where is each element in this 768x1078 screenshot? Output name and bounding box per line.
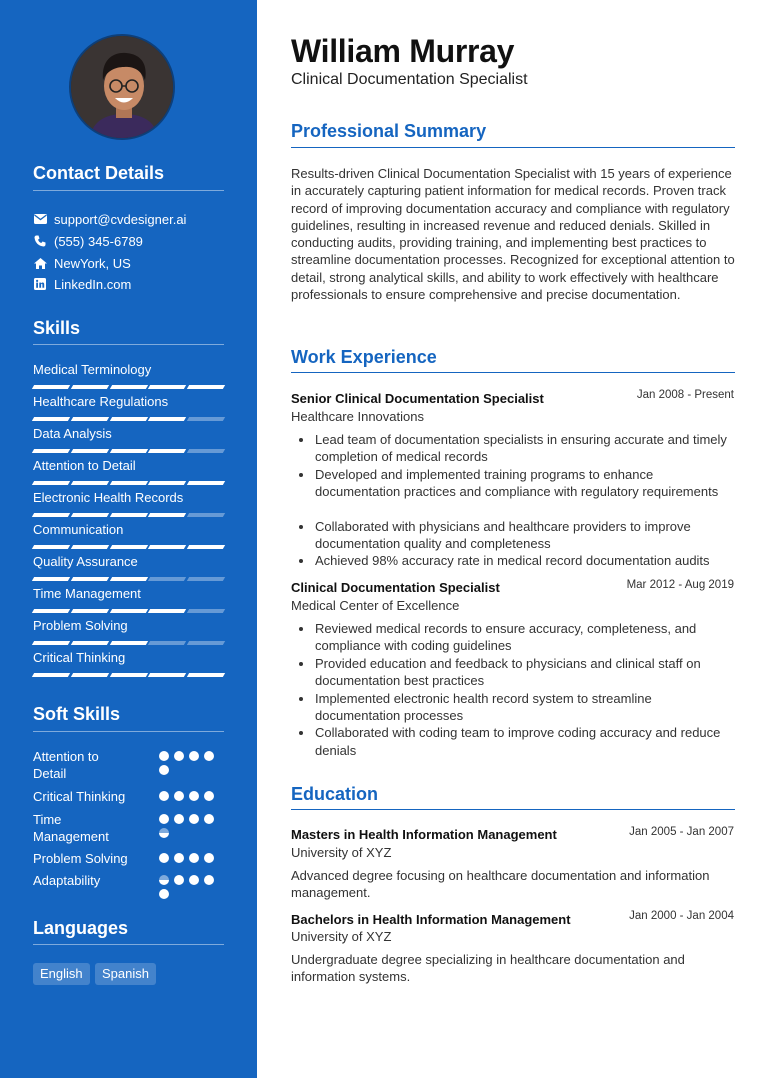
list-item: Collaborated with coding team to improve coding accuracy and reduce denials (315, 724, 739, 759)
skill-item (33, 490, 224, 517)
rating-dot (174, 791, 184, 801)
rating-dots (159, 751, 219, 775)
skill-level-segment (148, 417, 186, 421)
work-heading: Work Experience (291, 347, 437, 367)
skill-level-segment (187, 673, 225, 677)
divider (33, 944, 224, 945)
skill-level-segment (71, 449, 109, 453)
job-company: Medical Center of Excellence (291, 598, 460, 613)
skill-level-segment (71, 577, 109, 581)
soft-skill-name: Adaptability (33, 873, 101, 888)
divider (33, 190, 224, 191)
rating-dot (189, 791, 199, 801)
skill-item (33, 394, 224, 421)
rating-dot (189, 751, 199, 761)
rating-dot (174, 853, 184, 863)
rating-dot (174, 875, 184, 885)
rating-dot (204, 791, 214, 801)
skill-level-bar (33, 641, 224, 645)
skill-name: Attention to Detail (33, 458, 136, 473)
soft-skill-name: Critical Thinking (33, 789, 126, 804)
skill-level-segment (109, 449, 147, 453)
skill-level-segment (187, 417, 225, 421)
skill-level-segment (71, 609, 109, 613)
rating-dot (189, 853, 199, 863)
skill-level-segment (109, 609, 147, 613)
skill-level-segment (109, 417, 147, 421)
degree-title: Masters in Health Information Management (291, 827, 557, 842)
skill-level-segment (109, 481, 147, 485)
skill-level-segment (71, 385, 109, 389)
divider (33, 344, 224, 345)
skill-level-segment (148, 577, 186, 581)
skill-level-bar (33, 513, 224, 517)
contact-phone-text: (555) 345-6789 (54, 233, 143, 249)
skill-item (33, 554, 224, 581)
list-item: Collaborated with physicians and healthcare providers to improve documentation quality and completeness (315, 518, 739, 553)
contact-linkedin-text: LinkedIn.com (54, 276, 132, 292)
job-dates: Jan 2008 - Present (636, 389, 734, 401)
divider (291, 809, 735, 810)
skill-level-segment (109, 545, 147, 549)
rating-dots (159, 814, 219, 838)
candidate-name: William Murray (291, 33, 515, 69)
rating-dot (174, 751, 184, 761)
skill-item (33, 426, 224, 453)
skill-name: Time Management (33, 586, 141, 601)
skill-name: Quality Assurance (33, 554, 138, 569)
rating-dot (159, 765, 169, 775)
skill-name: Data Analysis (33, 426, 112, 441)
contact-phone[interactable] (33, 232, 143, 250)
degree-title: Bachelors in Health Information Management (291, 912, 571, 927)
skill-name: Communication (33, 522, 124, 537)
skill-level-segment (109, 385, 147, 389)
summary-text: Results-driven Clinical Documentation Specialist with 15 years of experience in accurately capturing patient information for medical records. Proven track record of improving documentation accuracy and compliance with regulatory guidelines, resulting in increased revenue and reduced denials. Skilled in conducting audits, providing training, and implementing best practices to streamline documentation processes. Recognized for exceptional attention to detail, strong analytical skills, and ability to work effectively with healthcare professionals to ensure comprehensive and precise documentation. (291, 166, 735, 303)
skill-name: Medical Terminology (33, 362, 152, 377)
skill-level-segment (187, 481, 225, 485)
skill-name: Problem Solving (33, 618, 128, 633)
languages-heading: Languages (33, 918, 129, 938)
skill-level-segment (148, 609, 186, 613)
envelope-icon (33, 212, 47, 226)
skill-level-segment (148, 449, 186, 453)
language-tag: Spanish (95, 963, 156, 985)
skill-level-segment (187, 545, 225, 549)
divider (291, 147, 735, 148)
education-heading: Education (291, 784, 379, 804)
linkedin-icon (33, 277, 47, 291)
skill-level-segment (32, 609, 70, 613)
skill-level-bar (33, 481, 224, 485)
degree-dates: Jan 2005 - Jan 2007 (629, 826, 734, 838)
degree-dates: Jan 2000 - Jan 2004 (629, 910, 734, 922)
skill-level-bar (33, 449, 224, 453)
soft-skills-heading: Soft Skills (33, 704, 121, 724)
rating-dot (204, 853, 214, 863)
list-item: Provided education and feedback to physicians and clinical staff on documentation best practices (315, 655, 739, 690)
skill-level-segment (187, 385, 225, 389)
skill-level-segment (187, 609, 225, 613)
degree-description: Undergraduate degree specializing in healthcare documentation and information systems. (291, 952, 685, 985)
rating-dot (159, 828, 169, 838)
skill-item (33, 650, 224, 677)
soft-skill-name: Time Management (33, 812, 109, 844)
list-item: Implemented electronic health record system to streamline documentation processes (315, 690, 739, 725)
soft-skill-name: Attention to Detail (33, 749, 99, 781)
list-item: Developed and implemented training programs to enhance documentation practices and compliance with regulatory requirements (315, 466, 739, 518)
skill-level-segment (148, 385, 186, 389)
sidebar (0, 0, 257, 1078)
list-item: Achieved 98% accuracy rate in medical record documentation audits (315, 552, 739, 569)
contact-location (33, 254, 131, 272)
skill-level-segment (71, 641, 109, 645)
contact-linkedin[interactable] (33, 275, 131, 293)
avatar (69, 34, 175, 140)
skill-level-segment (109, 673, 147, 677)
skill-level-segment (148, 641, 186, 645)
skill-level-segment (109, 577, 147, 581)
skill-level-segment (32, 577, 70, 581)
skill-level-bar (33, 673, 224, 677)
skill-level-segment (32, 385, 70, 389)
skill-level-segment (32, 513, 70, 517)
list-item: Reviewed medical records to ensure accuracy, completeness, and compliance with coding guidelines (315, 620, 739, 655)
rating-dot (159, 875, 169, 885)
rating-dot (189, 875, 199, 885)
home-icon (33, 256, 47, 270)
degree-description: Advanced degree focusing on healthcare documentation and information management. (291, 868, 710, 901)
skill-level-segment (32, 641, 70, 645)
rating-dot (159, 791, 169, 801)
rating-dots (159, 875, 219, 899)
job-company: Healthcare Innovations (291, 409, 424, 424)
profile-photo (71, 36, 175, 140)
skill-level-segment (32, 481, 70, 485)
skill-level-segment (148, 481, 186, 485)
skill-name: Healthcare Regulations (33, 394, 169, 409)
skill-item (33, 586, 224, 613)
school-name: University of XYZ (291, 845, 392, 860)
skill-item (33, 618, 224, 645)
skill-level-bar (33, 577, 224, 581)
skill-level-segment (32, 417, 70, 421)
school-name: University of XYZ (291, 929, 392, 944)
contact-email-text: support@cvdesigner.ai (54, 211, 187, 227)
candidate-role: Clinical Documentation Specialist (291, 71, 528, 88)
rating-dot (204, 751, 214, 761)
skill-level-segment (32, 673, 70, 677)
skill-level-segment (187, 577, 225, 581)
skill-name: Critical Thinking (33, 650, 126, 665)
skill-level-segment (148, 545, 186, 549)
job-dates: Mar 2012 - Aug 2019 (626, 579, 734, 591)
skill-item (33, 362, 224, 389)
skill-level-segment (71, 417, 109, 421)
skill-item (33, 458, 224, 485)
soft-skill-name: Problem Solving (33, 851, 128, 866)
skill-level-segment (109, 513, 147, 517)
job-title: Clinical Documentation Specialist (291, 580, 500, 595)
skill-level-segment (109, 641, 147, 645)
rating-dot (174, 814, 184, 824)
skill-level-bar (33, 609, 224, 613)
rating-dots (159, 853, 219, 863)
summary-heading: Professional Summary (291, 121, 487, 141)
divider (291, 372, 735, 373)
skill-level-segment (71, 481, 109, 485)
skill-level-segment (148, 673, 186, 677)
skill-item (33, 522, 224, 549)
skill-level-segment (187, 641, 225, 645)
skills-heading: Skills (33, 318, 81, 338)
skill-name: Electronic Health Records (33, 490, 184, 505)
skill-level-bar (33, 385, 224, 389)
list-item: Lead team of documentation specialists in ensuring accurate and timely completion of medical records (315, 431, 739, 466)
rating-dot (159, 853, 169, 863)
divider (33, 731, 224, 732)
phone-icon (33, 234, 47, 248)
rating-dot (204, 875, 214, 885)
job-title: Senior Clinical Documentation Specialist (291, 391, 544, 406)
rating-dots (159, 791, 219, 801)
job-bullets (315, 620, 739, 759)
rating-dot (189, 814, 199, 824)
rating-dot (159, 889, 169, 899)
rating-dot (159, 751, 169, 761)
skill-level-segment (71, 545, 109, 549)
skill-level-segment (148, 513, 186, 517)
language-tag: English (33, 963, 90, 985)
skill-level-segment (71, 673, 109, 677)
skill-level-bar (33, 417, 224, 421)
skill-level-segment (187, 513, 225, 517)
skill-level-bar (33, 545, 224, 549)
contact-heading: Contact Details (33, 163, 165, 183)
skill-level-segment (187, 449, 225, 453)
rating-dot (159, 814, 169, 824)
skill-level-segment (32, 449, 70, 453)
job-bullets (315, 431, 739, 570)
contact-email[interactable] (33, 210, 186, 228)
contact-location-text: NewYork, US (54, 255, 131, 271)
rating-dot (204, 814, 214, 824)
skill-level-segment (32, 545, 70, 549)
skill-level-segment (71, 513, 109, 517)
